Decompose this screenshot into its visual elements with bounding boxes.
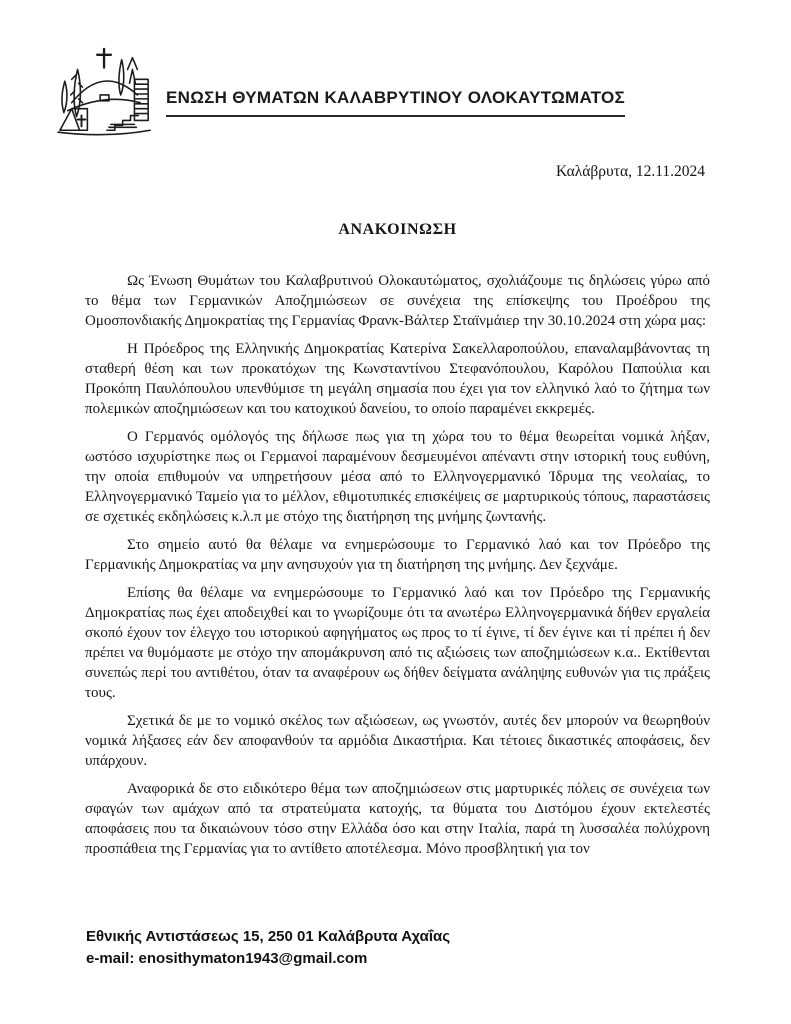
body-paragraph: Επίσης θα θέλαμε να ενημερώσουμε το Γερμανικό λαό και τον Πρόεδρο της Γερμανικής Δημοκρατίας πως έχει αποδειχθεί και το γνωρίζουμε ότι τα ανωτέρω Ελληνογερμανικά δήθεν εργαλεία σκοπό έχουν τον έλεγχο του ιστορικού αφηγήματος ως προς το τί έγινε, τί δεν έγινε και τί πρέπει ή δεν πρέπει να θυμόμαστε με στόχο την απομάκρυνση από τις αξιώσεις των αποζημιώσεων κ.α.. Εκτίθενται συνεπώς περί του αντιθέτου, όταν τα αναφέρουν ως δήθεν δείγματα ανάληψης ευθυνών για τις πράξεις τους. <box>85 585 710 701</box>
body-paragraph: Η Πρόεδρος της Ελληνικής Δημοκρατίας Κατερίνα Σακελλαροπούλου, επαναλαμβάνοντας τη σταθερή θέση και των προκατόχων της Κωνσταντίνου Στεφανόπουλου, Καρόλου Παπούλια και Προκόπη Παυλόπουλου υπενθύμισε τη μεγάλη σημασία που έχει για τον ελληνικό λαό το ζήτημα των πολεμικών αποζημιώσεων και του κατοχικού δανείου, το οποίο παραμένει εκκρεμές. <box>85 341 710 417</box>
document-title: ΑΝΑΚΟΙΝΩΣΗ <box>338 221 457 238</box>
body-paragraph: Στο σημείο αυτό θα θέλαμε να ενημερώσουμε το Γερμανικό λαό και τον Πρόεδρο της Γερμανικής Δημοκρατίας να μην ανησυχούν για τη διατήρηση της μνήμης. Δεν ξεχνάμε. <box>85 537 710 573</box>
footer-email: e-mail: enosithymaton1943@gmail.com <box>86 950 368 967</box>
document-body <box>85 271 710 867</box>
org-title-block <box>166 44 625 125</box>
body-paragraph: Ο Γερμανός ομόλογός της δήλωσε πως για τη χώρα του το θέμα θεωρείται νομικά λήξαν, ωστόσο ισχυρίστηκε πως οι Γερμανοί παραμένουν δεσμευμένοι απέναντι στην ιστορική τους ευθύνη, την οποία επιθυμούν να υπηρετήσουν μέσα από το Ελληνογερμανικό Ίδρυμα της νεολαίας, το Ελληνογερμανικό Ταμείο για το μέλλον, εθιμοτυπικές επισκέψεις σε μαρτυρικούς τόπους, παραστάσεις σε σχετικές εκδηλώσεις κ.λ.π με στόχο της διατήρηση της μνήμης ζωντανής. <box>85 429 710 525</box>
footer-address: Εθνικής Αντιστάσεως 15, 250 01 Καλάβρυτα Αχαΐας <box>86 928 451 945</box>
footer-contact-block <box>86 926 450 970</box>
header-divider <box>166 115 625 117</box>
organization-name: ΕΝΩΣΗ ΘΥΜΑΤΩΝ ΚΑΛΑΒΡΥΤΙΝΟΥ ΟΛΟΚΑΥΤΩΜΑΤΟΣ <box>166 88 626 107</box>
body-paragraph: Αναφορικά δε στο ειδικότερο θέμα των αποζημιώσεων στις μαρτυρικές πόλεις σε συνέχεια των σφαγών των αμάχων από τα στρατεύματα κατοχής, τα θύματα του Διστόμου έχουν εκτελεστές αποφάσεις που τα δικαιώνουν τόσο στην Ελλάδα όσο και στην Ιταλία, παρά τη λυσσαλέα πολύχρονη προσπάθεια της Γερμανίας για το αντίθετο αποτέλεσμα. Μόνο προσβλητική για τον <box>85 781 710 857</box>
memorial-logo-icon <box>52 44 160 142</box>
body-paragraph: Ως Ένωση Θυμάτων του Καλαβρυτινού Ολοκαυτώματος, σχολιάζουμε τις δηλώσεις γύρω από το θέμα των Γερμανικών Αποζημιώσεων σε συνέχεια της επίσκεψης του Προέδρου της Ομοσπονδιακής Δημοκρατίας της Γερμανίας Φρανκ-Βάλτερ Σταϊνμάιερ την 30.10.2024 στη χώρα μας: <box>85 273 710 329</box>
letterhead <box>52 44 625 142</box>
dateline: Καλάβρυτα, 12.11.2024 <box>556 163 705 180</box>
body-paragraph: Σχετικά δε με το νομικό σκέλος των αξιώσεων, ως γνωστόν, αυτές δεν μπορούν να θεωρηθούν νομικά λήξασες εάν δεν αποφανθούν τα αρμόδια Δικαστήρια. Και τέτοιες δικαστικές αποφάσεις, δεν υπάρχουν. <box>85 713 710 769</box>
